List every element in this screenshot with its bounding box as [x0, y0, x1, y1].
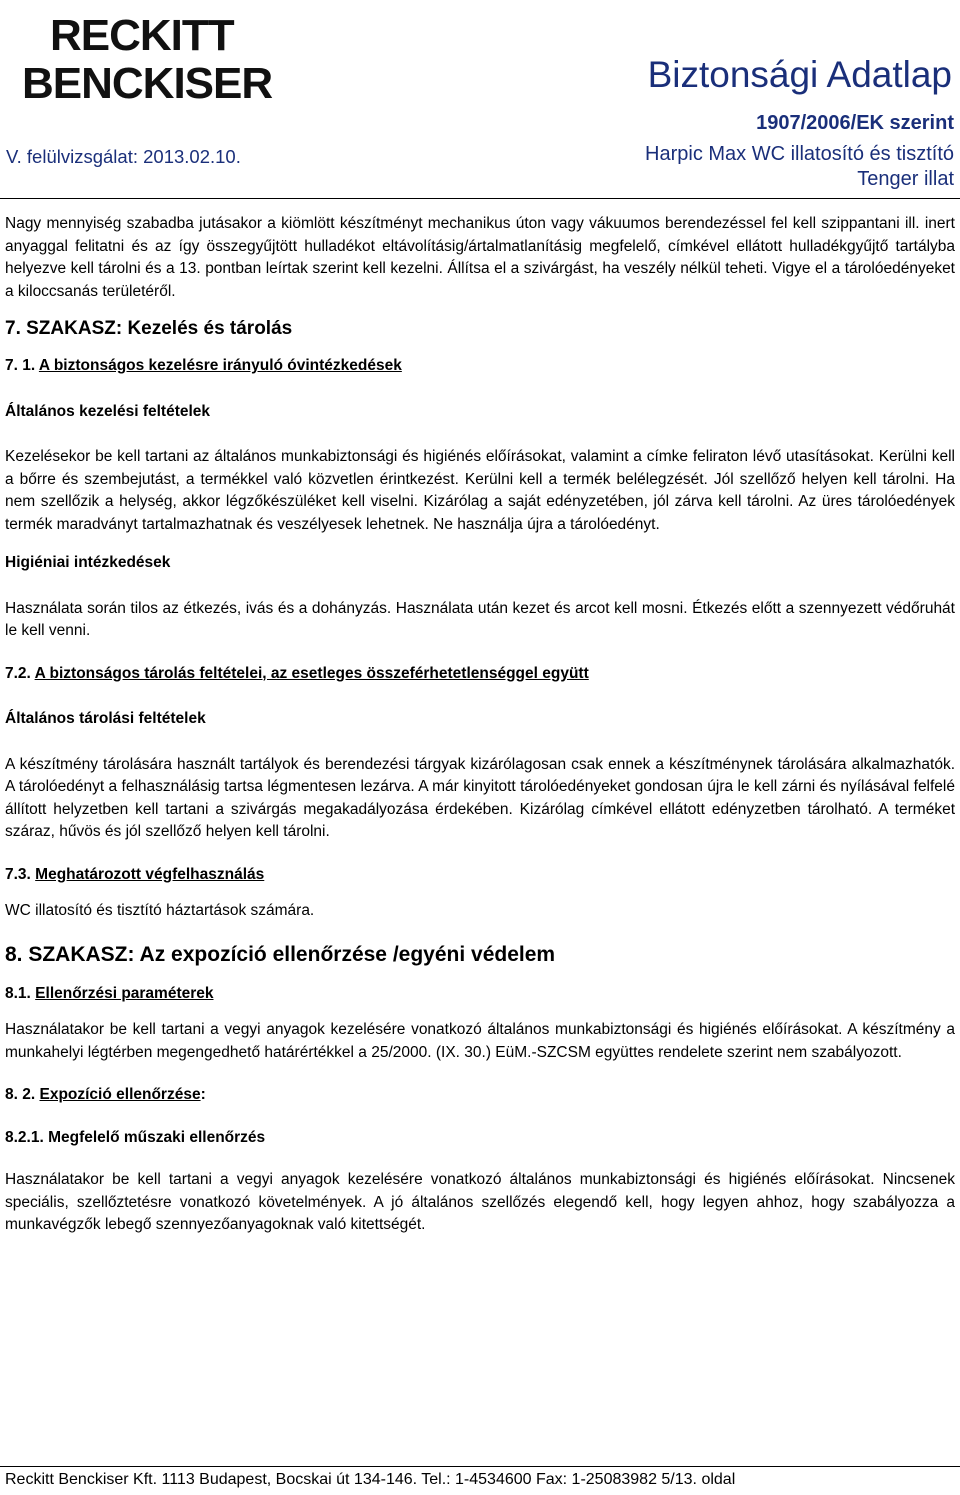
subsection-8-2-title: Expozíció ellenőrzése	[39, 1086, 201, 1103]
hygiene-text: Használata során tilos az étkezés, ivás és a dohányzás. Használata után kezet és arcot kell mosni. Étkezés előtt a szennyezett védőruhát le kell venni.	[5, 599, 955, 639]
page-footer: Reckitt Benckiser Kft. 1113 Budapest, Bocskai út 134-146. Tel.: 1-4534600 Fax: 1-25083982 5/13. oldal	[5, 1471, 736, 1488]
revision-date: V. felülvizsgálat: 2013.02.10.	[6, 146, 241, 167]
subsection-7-1	[5, 355, 955, 378]
handling-conditions-text: Kezelésekor be kell tartani az általános munkabiztonsági és higiénés előírásokat, valamint a címke feliraton lévő utasításokat. Kerülni kell a bőrre és szembejutást, a termékkel való közvetlen érintkezést. Kerülni kell a termék belélegzését. Jól szellőző helyen kell tárolni. Ha nem szellőzik a helység, akkor légzőkészüléket kell viselni. Kizárólag a saját edényzetében, jól zárva kell tárolni. Az üres tárolóedények termék maradványt tartalmazhatnak és veszélyesek lehetnek. Ne használja újra a tárolóedényt.	[5, 448, 955, 533]
header-divider	[0, 198, 960, 199]
section-7-title: 7. SZAKASZ: Kezelés és tárolás	[5, 318, 293, 339]
subsection-7-3-title: Meghatározott végfelhasználás	[35, 865, 265, 883]
subsection-7-1-title: A biztonságos kezelésre irányuló óvintézkedések	[38, 357, 402, 374]
subsection-8-1-title: Ellenőrzési paraméterek	[35, 984, 214, 1002]
storage-conditions-heading: Általános tárolási feltételek	[5, 710, 206, 727]
end-use-text: WC illatosító és tisztító háztartások számára.	[5, 902, 315, 919]
company-logo	[22, 10, 287, 110]
subsection-7-1-number: 7. 1.	[5, 357, 36, 374]
subsection-8-2-1-title: 8.2.1. Megfelelő műszaki ellenőrzés	[5, 1128, 266, 1146]
footer-divider	[0, 1466, 960, 1467]
subsection-8-2	[5, 1084, 955, 1107]
engineering-controls-text: Használatakor be kell tartani a vegyi anyagok kezelésére vonatkozó általános munkabiztonsági és higiénés előírásokat. Nincsenek speciális, szellőztetésre vonatkozó követelmények. A jó általános szellőzés elegendő kell, hogy legyen ahhoz, hogy szabályozza a munkavégzők lebegő szennyezőanyagoknak való kitettségét.	[5, 1171, 955, 1233]
page-header	[0, 0, 960, 198]
handling-conditions-heading: Általános kezelési feltételek	[5, 402, 211, 420]
control-parameters-text: Használatakor be kell tartani a vegyi anyagok kezelésére vonatkozó általános munkabiztonsági és higiénés előírásokat. A készítmény a munkahelyi légtérben megengedhető határértékkel a 25/2000. (IX. 30.) EüM.-SZCSM együttes rendelete szerint nem szabályozott.	[5, 1021, 955, 1061]
storage-conditions-text: A készítmény tárolására használt tartályok és berendezési tárgyak kizárólagosan csak ennek a készítménynek tárolására alkalmazhatók. A tárolóedényt a felhasználásig tartsa légmentesen lezárva. A már kinyitott tárolóedényeket gondosan újra le kell zárni és nyílásával felfelé állított helyzetben kell tartani a szivárgás megakadályozása érdekében. Kizárólag címkével ellátott edényzetben tárolható. A terméket száraz, hűvös és jól szellőző helyen kell tárolni.	[5, 755, 955, 840]
regulation-label: 1907/2006/EK szerint	[756, 112, 954, 134]
section-8-title: 8. SZAKASZ: Az expozíció ellenőrzése /egyéni védelem	[5, 942, 556, 966]
intro-paragraph: Nagy mennyiség szabadba jutásakor a kiömlött készítményt mechanikus úton vagy vákuumos berendezéssel fel kell szippantani ill. inert anyaggal felitatni és az így összegyűjtött hulladékot eltávolításig/ártalmatlanításig megfelelő, címkével ellátott hulladékgyűjtő tartályba helyezve kell tárolni és a 13. pontban leírtak szerint kell kezelni. Állítsa el a szivárgást, ha veszély nélkül teheti. Vigye el a tárolóedényeket a kiloccsanás területéről.	[5, 215, 955, 300]
document-title: Biztonsági Adatlap	[647, 54, 952, 95]
subsection-8-1-number: 8.1.	[5, 984, 31, 1002]
subsection-7-2-number: 7.2.	[5, 664, 31, 682]
subsection-8-1	[5, 983, 955, 1006]
logo-line-1: RECKITT	[50, 11, 234, 60]
product-name: Harpic Max WC illatosító és tisztító	[645, 143, 954, 165]
logo-line-2: BENCKISER	[22, 59, 273, 108]
product-variant: Tenger illat	[857, 168, 954, 190]
subsection-8-2-colon: :	[200, 1086, 206, 1103]
subsection-7-3	[5, 864, 955, 887]
document-body	[5, 213, 955, 1237]
hygiene-heading: Higiéniai intézkedések	[5, 554, 171, 571]
subsection-8-2-number: 8. 2.	[5, 1086, 36, 1103]
subsection-7-3-number: 7.3.	[5, 865, 31, 883]
subsection-7-2	[5, 663, 955, 686]
subsection-7-2-title: A biztonságos tárolás feltételei, az esetleges összeférhetetlenséggel együtt	[34, 664, 589, 682]
